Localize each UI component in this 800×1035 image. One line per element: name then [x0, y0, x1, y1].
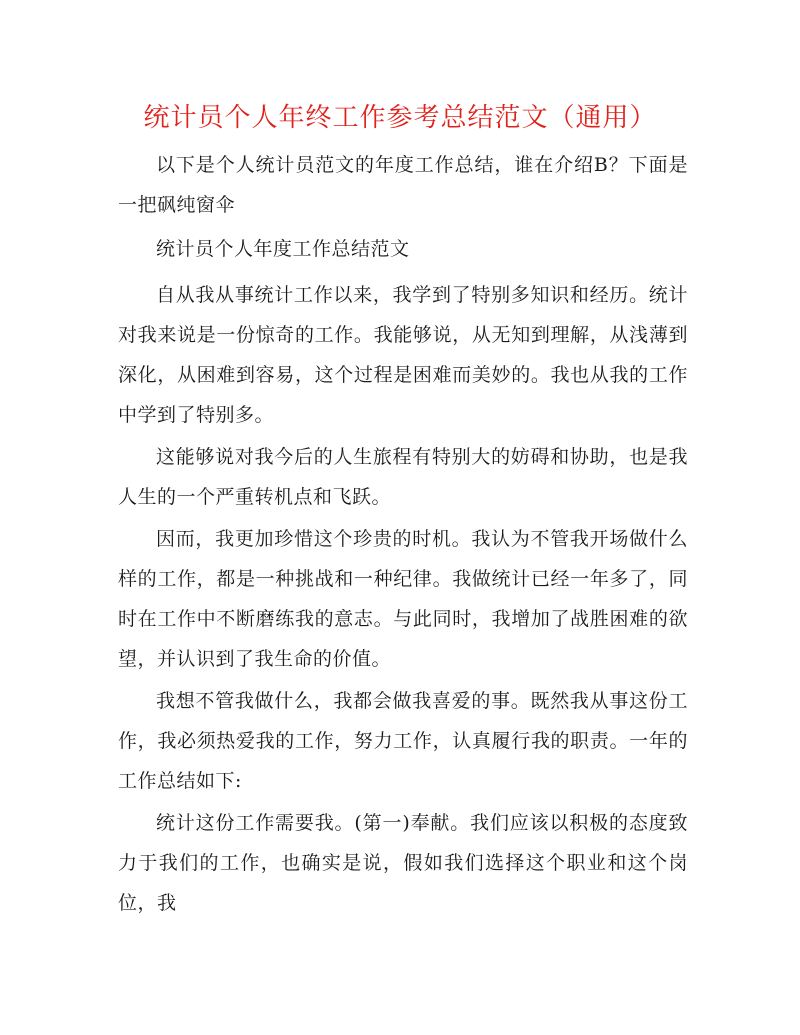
paragraph-1: 自从我从事统计工作以来，我学到了特别多知识和经历。统计对我来说是一份惊奇的工作。我能够说，从无知到理解，从浅薄到深化，从困难到容易，这个过程是困难而美妙的。我也从我的工作中学到了特别多。 [118, 284, 688, 426]
paragraph-intro: 以下是个人统计员范文的年度工作总结，谁在介绍B？下面是一把砜纯窗伞 [118, 154, 688, 216]
document-title: 统计员个人年终工作参考总结范文（通用） [143, 103, 657, 133]
paragraph-5: 统计这份工作需要我。(第一)奉献。我们应该以积极的态度致力于我们的工作，也确实是说，假如我们选择这个职业和这个岗位，我 [118, 812, 688, 914]
section-heading: 统计员个人年度工作总结范文 [156, 238, 410, 260]
paragraph-3: 因而，我更加珍惜这个珍贵的时机。我认为不管我开场做什么样的工作，都是一种挑战和一种纪律。我做统计已经一年多了，同时在工作中不断磨练我的意志。与此同时，我增加了战胜困难的欲望，并认识到了我生命的价值。 [118, 528, 688, 670]
paragraph-2: 这能够说对我今后的人生旅程有特别大的妨碍和协助，也是我人生的一个严重转机点和飞跃。 [118, 446, 688, 508]
paragraph-4: 我想不管我做什么，我都会做我喜爱的事。既然我从事这份工作，我必须热爱我的工作，努力工作，认真履行我的职责。一年的工作总结如下: [118, 690, 688, 792]
document-body [118, 145, 688, 925]
